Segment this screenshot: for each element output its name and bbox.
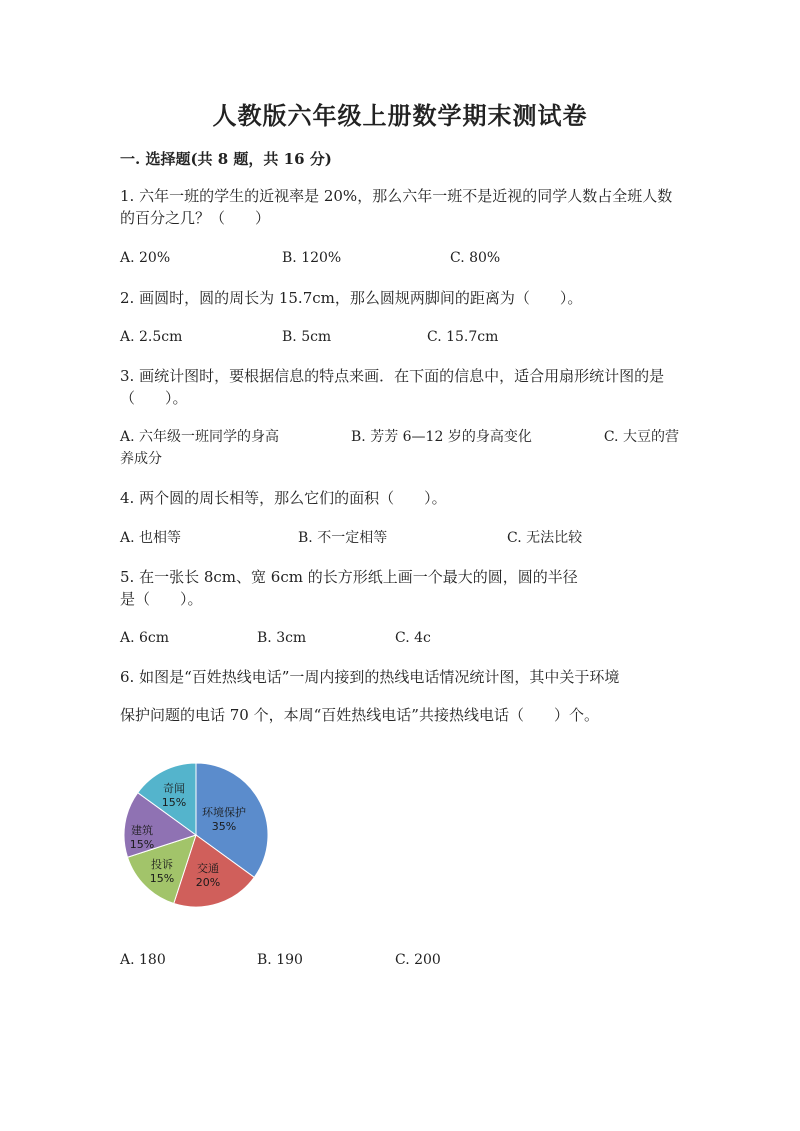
page-title: 人教版六年级上册数学期末测试卷 (212, 101, 588, 130)
question-4-options (120, 527, 680, 549)
option-b[interactable]: B. 120% (282, 250, 342, 266)
question-3: 3. 画统计图时，要根据信息的特点来画．在下面的信息中，适合用扇形统计图的是（ ）。 (120, 367, 665, 407)
option-c[interactable]: C. 200 (395, 952, 441, 968)
slice-label: 建筑 (131, 824, 153, 837)
slice-value-label: 15% (149, 872, 175, 885)
slice-label: 投诉 (151, 858, 173, 871)
question-1-options (120, 247, 680, 269)
question-6-line-1: 6. 如图是“百姓热线电话”一周内接到的热线电话情况统计图，其中关于环境 (120, 668, 620, 686)
slice-value-label: 35% (211, 820, 237, 833)
option-b[interactable]: B. 3cm (257, 630, 307, 646)
question-2: 2. 画圆时，圆的周长为 15.7cm，那么圆规两脚间的距离为（ ）。 (120, 289, 583, 307)
option-c[interactable]: C. 4c (395, 630, 431, 646)
slice-label: 环境保护 (202, 806, 246, 819)
option-b[interactable]: B. 不一定相等 (298, 530, 388, 546)
option-a[interactable]: A. 20% (120, 250, 171, 266)
option-c[interactable]: C. 无法比较 (507, 530, 583, 546)
slice-value-label: 15% (129, 838, 155, 851)
question-2-options (120, 326, 680, 348)
slice-label: 奇闻 (163, 782, 185, 795)
option-a[interactable]: A. 6cm (120, 630, 170, 646)
question-6-options (120, 949, 680, 971)
question-5: 5. 在一张长 8cm、宽 6cm 的长方形纸上画一个最大的圆，圆的半径是（ ）。 (120, 568, 578, 608)
section-heading: 一. 选择题(共 8 题，共 16 分) (120, 150, 332, 168)
question-4: 4. 两个圆的周长相等，那么它们的面积（ ）。 (120, 489, 447, 507)
question-6-line-2: 保护问题的电话 70 个，本周“百姓热线电话”共接热线电话（ ）个。 (120, 706, 599, 724)
option-b[interactable]: B. 芳芳 6—12 岁的身高变化 (351, 429, 532, 445)
question-1: 1. 六年一班的学生的近视率是 20%，那么六年一班不是近视的同学人数占全班人数的百分之几？（ ） (120, 187, 673, 227)
option-b[interactable]: B. 190 (257, 952, 303, 968)
option-a[interactable]: A. 2.5cm (120, 329, 183, 345)
option-a[interactable]: A. 六年级一班同学的身高 (120, 429, 280, 445)
option-c[interactable]: C. 大豆的营养成分 (120, 429, 679, 467)
option-a[interactable]: A. 也相等 (120, 530, 182, 546)
slice-value-label: 15% (161, 796, 187, 809)
slice-label: 交通 (197, 862, 219, 875)
question-5-options (120, 627, 680, 649)
question-3-options (120, 426, 680, 470)
slice-value-label: 20% (195, 876, 221, 889)
option-c[interactable]: C. 80% (450, 250, 501, 266)
option-c[interactable]: C. 15.7cm (427, 329, 499, 345)
option-a[interactable]: A. 180 (120, 952, 166, 968)
option-b[interactable]: B. 5cm (282, 329, 332, 345)
pie-chart (120, 760, 272, 910)
